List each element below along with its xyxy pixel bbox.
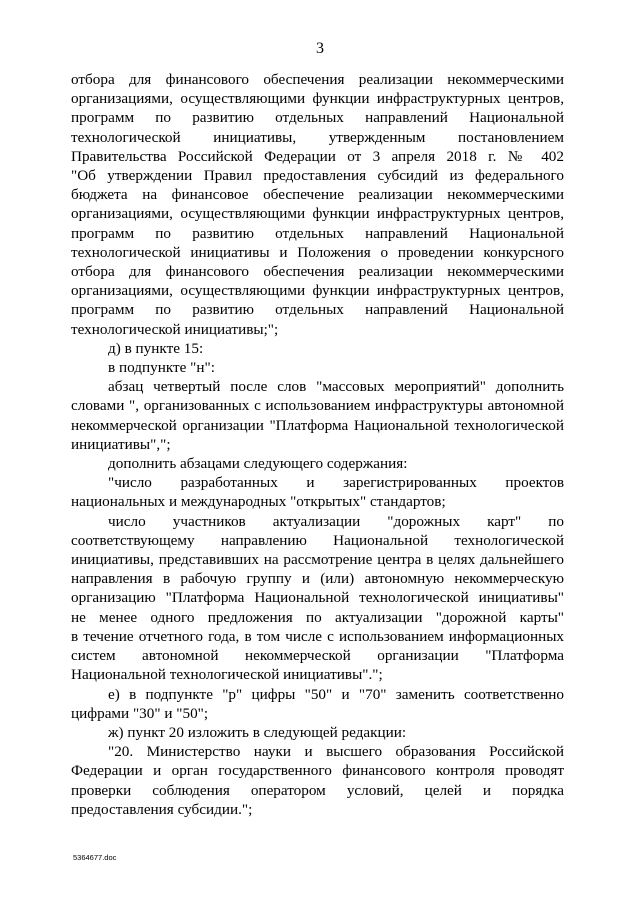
- text-line: д) в пункте 15:: [108, 339, 204, 357]
- text-line: ж) пункт 20 изложить в следующей редакции:: [108, 723, 407, 741]
- text-line: некоммерческой организации "Платформа Национальной технологической: [71, 416, 564, 434]
- text-line: национальных и международных "открытых" стандартов;: [71, 493, 446, 511]
- text-line: не менее одного предложения по актуализации "дорожной карты": [71, 608, 564, 626]
- text-line: организациями, осуществляющими функции инфраструктурных центров,: [71, 282, 564, 300]
- text-line: отбора для финансового обеспечения реализации некоммерческими: [71, 263, 564, 281]
- text-line: соответствующему направлению Национальной технологической: [71, 531, 564, 549]
- text-line: программ по развитию отдельных направлений Национальной: [71, 301, 564, 319]
- text-line: Национальной технологической инициативы".";: [71, 666, 383, 684]
- text-line: организациями, осуществляющими функции инфраструктурных центров,: [71, 90, 564, 108]
- text-line: отбора для финансового обеспечения реализации некоммерческими: [71, 71, 564, 88]
- text-line: в подпункте "н":: [108, 359, 215, 377]
- text-line: инициативы, представивших на рассмотрение центра в целях дальнейшего: [71, 551, 564, 569]
- text-line: предоставления субсидии.";: [71, 800, 253, 818]
- text-line: организацию "Платформа Национальной технологической инициативы": [71, 589, 564, 607]
- text-line: технологической инициативы;";: [71, 320, 279, 338]
- text-line: словами ", организованных с использованием инфраструктуры автономной: [71, 397, 564, 415]
- text-line: Федерации и орган государственного финансового контроля проводят: [71, 762, 564, 780]
- text-line: бюджета на финансовое обеспечение реализации некоммерческими: [71, 186, 564, 204]
- text-line: программ по развитию отдельных направлений Национальной: [71, 109, 564, 127]
- text-line: абзац четвертый после слов "массовых мероприятий" дополнить: [108, 378, 564, 396]
- body-text: [71, 70, 564, 819]
- text-line: инициативы",";: [71, 435, 171, 453]
- text-line: "число разработанных и зарегистрированных проектов: [108, 474, 564, 492]
- text-line: дополнить абзацами следующего содержания:: [108, 455, 408, 473]
- text-line: число участников актуализации "дорожных карт" по: [108, 512, 564, 530]
- text-line: цифрами "30" и "50";: [71, 704, 209, 722]
- text-line: технологической инициативы, утвержденным постановлением: [71, 128, 564, 146]
- text-line: Правительства Российской Федерации от 3 апреля 2018 г. № 402: [71, 147, 564, 165]
- text-line: "Об утверждении Правил предоставления субсидий из федерального: [71, 167, 564, 185]
- footer-file-code: 5364677.doc: [73, 853, 117, 862]
- text-line: систем автономной некоммерческой организации "Платформа: [71, 647, 564, 665]
- page-number: 3: [316, 40, 324, 57]
- text-line: технологической инициативы и Положения о проведении конкурсного: [71, 243, 564, 261]
- text-line: организациями, осуществляющими функции инфраструктурных центров,: [71, 205, 564, 223]
- text-line: направления в рабочую группу и (или) автономную некоммерческую: [71, 570, 564, 588]
- text-line: программ по развитию отдельных направлений Национальной: [71, 224, 564, 242]
- text-line: е) в подпункте "р" цифры "50" и "70" заменить соответственно: [108, 685, 564, 703]
- text-line: "20. Министерство науки и высшего образования Российской: [108, 743, 564, 761]
- text-line: в течение отчетного года, в том числе с использованием информационных: [71, 627, 564, 645]
- text-line: проверки соблюдения оператором условий, целей и порядка: [71, 781, 564, 799]
